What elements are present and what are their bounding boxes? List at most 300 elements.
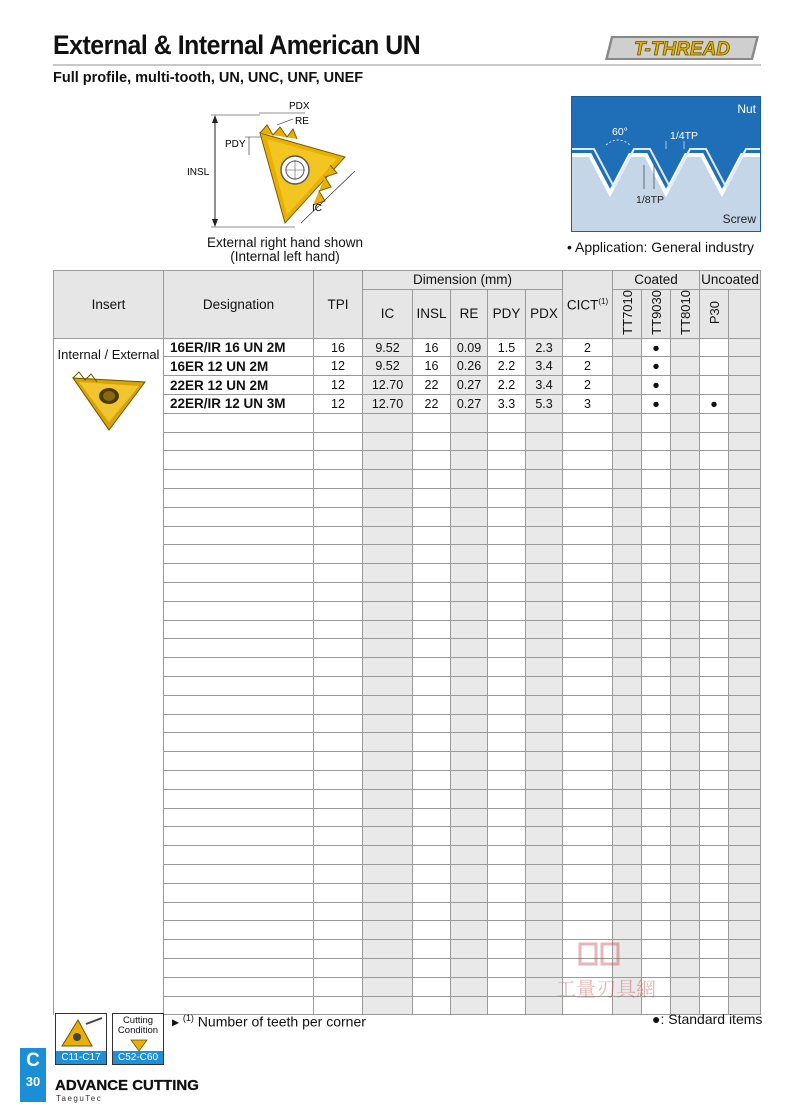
re-cell [451, 921, 488, 940]
tpi-cell [314, 958, 363, 977]
ic-cell: 12.70 [363, 395, 413, 414]
ic-cell [363, 714, 413, 733]
tt7010-cell [613, 846, 642, 865]
tt7010-cell [613, 620, 642, 639]
tt9030-cell [642, 789, 671, 808]
tpi-cell [314, 714, 363, 733]
insl-cell [413, 940, 451, 959]
pdy-cell [488, 676, 526, 695]
header-grade-tt8010 [671, 289, 700, 338]
p30-cell [700, 601, 729, 620]
re-cell [451, 413, 488, 432]
tt8010-cell [671, 338, 700, 357]
tt7010-cell [613, 564, 642, 583]
insl-cell [413, 545, 451, 564]
re-cell [451, 827, 488, 846]
footnote-marker: ▸ [172, 1013, 180, 1030]
pdx-cell [526, 413, 563, 432]
legend-standard-items: ●: Standard items [652, 1011, 763, 1027]
reference-cutting-condition[interactable] [112, 1013, 164, 1065]
tt9030-cell [642, 752, 671, 771]
blank-cell [729, 658, 761, 677]
section-letter: C [26, 1050, 40, 1071]
header-designation: Designation [164, 271, 314, 339]
tt9030-cell: ● [642, 357, 671, 376]
tt9030-cell [642, 883, 671, 902]
tt8010-cell [671, 921, 700, 940]
pdy-cell: 2.2 [488, 357, 526, 376]
pdx-cell [526, 827, 563, 846]
re-cell: 0.26 [451, 357, 488, 376]
tpi-cell [314, 996, 363, 1015]
re-cell [451, 733, 488, 752]
insl-cell [413, 733, 451, 752]
tt8010-cell [671, 714, 700, 733]
pdy-cell [488, 526, 526, 545]
pdx-cell: 2.3 [526, 338, 563, 357]
caption-line-1: External right hand shown [206, 235, 364, 250]
insert-photo [69, 368, 149, 432]
tt7010-cell [613, 808, 642, 827]
insl-cell [413, 582, 451, 601]
p30-cell [700, 714, 729, 733]
insl-label: INSL [187, 167, 210, 178]
pdy-cell [488, 714, 526, 733]
insl-cell [413, 658, 451, 677]
designation-cell [164, 658, 314, 677]
pdx-cell [526, 864, 563, 883]
eighth-pitch-label: 1/8TP [636, 194, 665, 206]
tt7010-cell [613, 413, 642, 432]
pdy-cell [488, 507, 526, 526]
tt8010-cell [671, 470, 700, 489]
re-cell: 0.27 [451, 376, 488, 395]
tt9030-cell [642, 846, 671, 865]
ic-cell [363, 827, 413, 846]
re-cell [451, 601, 488, 620]
footnote-sup: (1) [182, 1013, 194, 1023]
tt8010-cell [671, 451, 700, 470]
ic-cell [363, 676, 413, 695]
p30-cell: ● [700, 395, 729, 414]
ic-cell [363, 695, 413, 714]
designation-cell [164, 601, 314, 620]
tt8010-cell [671, 864, 700, 883]
tt9030-cell [642, 582, 671, 601]
re-cell [451, 789, 488, 808]
p30-cell [700, 488, 729, 507]
pdx-cell [526, 582, 563, 601]
title-divider [53, 64, 761, 66]
header-uncoated: Uncoated [701, 272, 759, 288]
blank-cell [729, 507, 761, 526]
ic-cell [363, 808, 413, 827]
p30-cell [700, 545, 729, 564]
re-cell [451, 940, 488, 959]
tt7010-cell [613, 902, 642, 921]
pdx-cell [526, 921, 563, 940]
designation-cell [164, 752, 314, 771]
blank-cell [729, 714, 761, 733]
tt8010-cell [671, 526, 700, 545]
application-note: • Application: General industry [567, 239, 755, 255]
p30-cell [700, 526, 729, 545]
insl-cell [413, 996, 451, 1015]
ic-cell [363, 846, 413, 865]
header-grade-p30 [700, 289, 729, 338]
blank-cell [729, 338, 761, 357]
cict-cell [563, 488, 613, 507]
tt9030-cell [642, 545, 671, 564]
pdy-cell [488, 488, 526, 507]
designation-cell [164, 827, 314, 846]
p30-cell [700, 883, 729, 902]
tt7010-cell [613, 864, 642, 883]
p30-cell [700, 676, 729, 695]
blank-cell [729, 432, 761, 451]
tt8010-cell [671, 413, 700, 432]
blank-cell [729, 545, 761, 564]
blank-cell [729, 488, 761, 507]
re-cell [451, 902, 488, 921]
tt9030-cell: ● [642, 395, 671, 414]
p30-cell [700, 432, 729, 451]
header-dimension: Dimension (mm) [363, 271, 563, 290]
pdy-cell: 2.2 [488, 376, 526, 395]
cict-cell [563, 526, 613, 545]
tpi-cell: 12 [314, 376, 363, 395]
blank-cell [729, 639, 761, 658]
insl-cell [413, 526, 451, 545]
blank-cell [729, 883, 761, 902]
tpi-cell [314, 808, 363, 827]
p30-cell [700, 846, 729, 865]
ic-cell [363, 488, 413, 507]
t-thread-logo [603, 34, 761, 62]
tt9030-cell [642, 921, 671, 940]
tpi-cell [314, 846, 363, 865]
pdy-cell [488, 658, 526, 677]
insert-reference-icon [56, 1014, 106, 1052]
blank-cell [729, 620, 761, 639]
blank-cell [729, 564, 761, 583]
blank-cell [729, 827, 761, 846]
ic-cell [363, 883, 413, 902]
p30-cell [700, 470, 729, 489]
cict-cell [563, 620, 613, 639]
tt7010-cell [613, 395, 642, 414]
insl-cell [413, 958, 451, 977]
p30-cell [700, 582, 729, 601]
designation-cell [164, 564, 314, 583]
tt8010-cell [671, 695, 700, 714]
tpi-cell: 12 [314, 357, 363, 376]
insert-type-label: Internal / External [57, 346, 160, 362]
pdx-cell [526, 620, 563, 639]
ic-cell: 12.70 [363, 376, 413, 395]
ic-cell [363, 996, 413, 1015]
cict-cell [563, 883, 613, 902]
insert-cell [54, 338, 164, 1015]
cict-cell: 2 [563, 338, 613, 357]
cict-cell [563, 770, 613, 789]
pdy-cell [488, 470, 526, 489]
tt9030-cell: ● [642, 338, 671, 357]
re-cell [451, 752, 488, 771]
reference-insert-pages[interactable] [55, 1013, 107, 1065]
tt9030-cell [642, 470, 671, 489]
pdx-cell [526, 676, 563, 695]
footer-logo-sub: TaeguTec [56, 1094, 103, 1103]
re-cell [451, 846, 488, 865]
pdx-cell [526, 883, 563, 902]
blank-cell [729, 601, 761, 620]
re-cell [451, 432, 488, 451]
page-title: External & Internal American UN [53, 30, 421, 60]
tt9030-cell [642, 451, 671, 470]
tt7010-cell [613, 676, 642, 695]
tpi-cell [314, 582, 363, 601]
ic-cell [363, 470, 413, 489]
pdy-cell [488, 902, 526, 921]
p30-cell [700, 940, 729, 959]
cutting-insert-icon [130, 1038, 148, 1052]
cict-cell [563, 752, 613, 771]
p30-cell [700, 451, 729, 470]
pdy-cell [488, 770, 526, 789]
cict-cell [563, 507, 613, 526]
thread-profile-svg [572, 97, 761, 232]
header-ic: IC [363, 289, 413, 338]
tt8010-cell [671, 395, 700, 414]
cict-cell [563, 601, 613, 620]
ic-cell [363, 432, 413, 451]
tpi-cell [314, 770, 363, 789]
cict-cell [563, 827, 613, 846]
tt9030-cell [642, 639, 671, 658]
page-number: 30 [25, 1074, 41, 1089]
p30-cell [700, 770, 729, 789]
ic-cell [363, 639, 413, 658]
designation-cell [164, 902, 314, 921]
pdy-cell: 1.5 [488, 338, 526, 357]
pdy-cell [488, 940, 526, 959]
tpi-cell [314, 977, 363, 996]
designation-cell [164, 451, 314, 470]
p30-cell [700, 620, 729, 639]
tt9030-cell [642, 714, 671, 733]
insert-dimension-diagram [185, 95, 375, 235]
blank-cell [729, 846, 761, 865]
ic-cell [363, 545, 413, 564]
insl-cell [413, 752, 451, 771]
blank-cell [729, 470, 761, 489]
insl-cell [413, 808, 451, 827]
tpi-cell [314, 921, 363, 940]
tt8010-cell [671, 545, 700, 564]
pdx-cell [526, 733, 563, 752]
tpi-cell [314, 695, 363, 714]
designation-cell [164, 432, 314, 451]
ic-cell [363, 507, 413, 526]
pdx-cell: 3.4 [526, 357, 563, 376]
cutting-condition-line-1: Cutting [122, 1015, 154, 1026]
header-grade-tt7010 [613, 289, 642, 338]
designation-cell [164, 639, 314, 658]
reference-tag-2: C52-C60 [113, 1051, 163, 1064]
tt8010-cell [671, 752, 700, 771]
pdy-cell [488, 996, 526, 1015]
cict-cell [563, 639, 613, 658]
designation-cell: 22ER/IR 12 UN 3M [164, 395, 314, 414]
cict-cell [563, 470, 613, 489]
watermark-text: 工量刃具網 [556, 977, 656, 1001]
pdy-cell [488, 545, 526, 564]
pdx-cell [526, 470, 563, 489]
re-cell [451, 676, 488, 695]
designation-cell [164, 977, 314, 996]
designation-cell: 16ER 12 UN 2M [164, 357, 314, 376]
tt9030-cell [642, 864, 671, 883]
section-tab[interactable] [20, 1048, 46, 1102]
designation-cell [164, 883, 314, 902]
blank-cell [729, 357, 761, 376]
tpi-cell: 16 [314, 338, 363, 357]
insl-cell [413, 601, 451, 620]
insl-cell: 16 [413, 357, 451, 376]
insl-cell [413, 676, 451, 695]
pdy-cell [488, 921, 526, 940]
pdx-cell [526, 658, 563, 677]
re-label: RE [295, 116, 309, 127]
tpi-cell [314, 639, 363, 658]
tt9030-cell [642, 432, 671, 451]
tt9030-cell [642, 488, 671, 507]
cict-cell [563, 846, 613, 865]
tpi-cell [314, 526, 363, 545]
footnote-text: Number of teeth per corner [193, 1013, 366, 1030]
p30-cell [700, 752, 729, 771]
re-cell [451, 770, 488, 789]
re-cell [451, 958, 488, 977]
designation-cell [164, 676, 314, 695]
pdx-label: PDX [289, 101, 310, 112]
pdy-cell [488, 789, 526, 808]
blank-cell [729, 977, 761, 996]
pdy-cell [488, 564, 526, 583]
nut-label: Nut [737, 102, 756, 116]
re-cell [451, 582, 488, 601]
header-pdx: PDX [526, 289, 563, 338]
tt8010-cell [671, 582, 700, 601]
blank-cell [729, 395, 761, 414]
p30-cell [700, 413, 729, 432]
screw-label: Screw [722, 212, 756, 226]
cict-cell [563, 714, 613, 733]
re-cell [451, 808, 488, 827]
tpi-cell [314, 432, 363, 451]
designation-cell [164, 582, 314, 601]
cict-cell [563, 582, 613, 601]
advance-cutting-logo [54, 1074, 199, 1104]
pdy-cell [488, 451, 526, 470]
grade-tt9030: TT9030 [648, 289, 664, 335]
p30-cell [700, 507, 729, 526]
tt8010-cell [671, 639, 700, 658]
tt9030-cell [642, 507, 671, 526]
blank-cell [729, 526, 761, 545]
p30-cell [700, 921, 729, 940]
ic-cell [363, 620, 413, 639]
blank-cell [729, 958, 761, 977]
p30-cell [700, 733, 729, 752]
cict-cell [563, 808, 613, 827]
designation-cell [164, 808, 314, 827]
insl-cell [413, 564, 451, 583]
re-cell [451, 545, 488, 564]
tt8010-cell [671, 357, 700, 376]
re-cell [451, 488, 488, 507]
insl-cell: 22 [413, 376, 451, 395]
insl-cell [413, 714, 451, 733]
blank-cell [729, 921, 761, 940]
header-grade-tt9030 [642, 289, 671, 338]
table-row [54, 338, 761, 357]
insl-cell [413, 639, 451, 658]
tt8010-cell [671, 507, 700, 526]
tt7010-cell [613, 714, 642, 733]
pdx-cell [526, 526, 563, 545]
ic-cell [363, 658, 413, 677]
pdx-cell [526, 695, 563, 714]
caption-line-2: (Internal left hand) [230, 249, 340, 264]
p30-cell [700, 827, 729, 846]
tt8010-cell [671, 676, 700, 695]
tt9030-cell [642, 564, 671, 583]
re-cell [451, 996, 488, 1015]
tt7010-cell [613, 545, 642, 564]
re-cell: 0.27 [451, 395, 488, 414]
tt7010-cell [613, 432, 642, 451]
tt9030-cell [642, 827, 671, 846]
tt9030-cell [642, 526, 671, 545]
cict-cell [563, 695, 613, 714]
cict-cell: 2 [563, 376, 613, 395]
header-grade-blank [729, 289, 761, 338]
pdy-cell [488, 752, 526, 771]
tt9030-cell [642, 601, 671, 620]
re-cell [451, 620, 488, 639]
tt8010-cell [671, 902, 700, 921]
tpi-cell [314, 470, 363, 489]
tpi-cell [314, 733, 363, 752]
pdx-cell [526, 752, 563, 771]
tpi-cell [314, 620, 363, 639]
insl-cell [413, 620, 451, 639]
ic-cell [363, 921, 413, 940]
tt9030-cell [642, 658, 671, 677]
pdx-cell [526, 714, 563, 733]
insl-cell [413, 470, 451, 489]
ic-cell [363, 413, 413, 432]
tt9030-cell: ● [642, 376, 671, 395]
tpi-cell [314, 902, 363, 921]
footer-logo-text: ADVANCE CUTTING [55, 1077, 199, 1094]
designation-cell [164, 996, 314, 1015]
designation-cell [164, 921, 314, 940]
tt8010-cell [671, 658, 700, 677]
pdy-cell [488, 846, 526, 865]
